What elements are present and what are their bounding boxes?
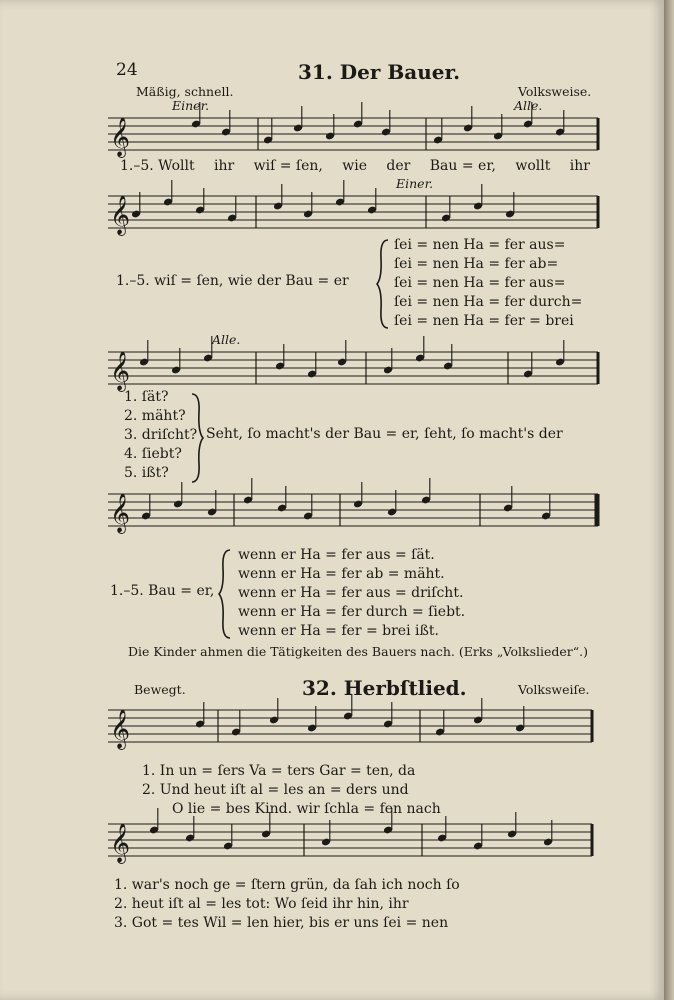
song31-lyrics-line1 — [120, 158, 590, 174]
verse-line: ſei = nen Ha = fer aus= — [394, 237, 566, 253]
song31-source: Volksweise. — [518, 84, 592, 99]
song31-footnote: Die Kinder ahmen die Tätigkeiten des Bauers nach. (Erks „Volkslieder“.) — [128, 644, 589, 659]
song32-tempo: Bewegt. — [134, 682, 186, 697]
song31-verses-line2 — [394, 236, 582, 331]
song31-lyrics-line4-lead: 1.–5. Bau = er, — [110, 583, 215, 599]
song31-tempo: Mäßig, schnell. — [136, 84, 234, 99]
lyric-syllable: der — [386, 158, 411, 174]
verse-line: 1. ſät? — [124, 389, 169, 405]
staff-system-6 — [108, 820, 592, 863]
song31-verses-line4 — [238, 546, 465, 641]
verse-line: 2. heut iſt al = les tot: Wo ſeid ihr hin, ihr — [114, 896, 409, 912]
verse-line: wenn er Ha = fer = brei ißt. — [238, 623, 439, 639]
verse-brace — [190, 392, 204, 484]
verse-line: O lie = bes Kind. wir ſchla = fen nach — [172, 801, 441, 817]
lyric-syllable: wie — [342, 158, 367, 174]
verse-line: 1. war's noch ge = ſtern grün, da ſah ich noch ſo — [114, 877, 460, 893]
staff-system-1 — [108, 114, 598, 157]
verse-line: 5. ißt? — [124, 465, 169, 481]
verse-line: wenn er Ha = fer aus = driſcht. — [238, 585, 464, 601]
verse-line: 4. ſiebt? — [124, 446, 182, 462]
verse-line: ſei = nen Ha = fer = brei — [394, 313, 574, 329]
song31-verses-line3 — [124, 388, 197, 483]
song32-title: 32. Herbſtlied. — [302, 676, 467, 700]
treble-clef-icon: 𝄞 — [110, 709, 131, 749]
song32-lyrics-line1 — [142, 762, 441, 819]
lyric-syllable: Bau = er, — [429, 158, 496, 174]
song31-lyrics-line2-lead: 1.–5. wiſ = ſen, wie der Bau = er — [116, 273, 349, 289]
treble-clef-icon: 𝄞 — [110, 823, 131, 863]
staff-system-2 — [108, 192, 598, 235]
song31-lyrics-line3: Seht, ſo macht's der Bau = er, ſeht, ſo macht's der — [206, 426, 563, 442]
lyric-syllable: ihr — [214, 158, 235, 174]
book-spine — [664, 0, 674, 1000]
treble-clef-icon: 𝄞 — [110, 351, 131, 391]
verse-line: ſei = nen Ha = fer aus= — [394, 275, 566, 291]
verse-line: 3. Got = tes Wil = len hier, bis er uns ſei = nen — [114, 915, 449, 931]
treble-clef-icon: 𝄞 — [110, 493, 131, 533]
staff-system-3 — [108, 348, 598, 391]
verse-line: wenn er Ha = fer ab = mäht. — [238, 566, 445, 582]
einer-mark: Einer. — [172, 98, 210, 113]
verse-line: ſei = nen Ha = fer ab= — [394, 256, 559, 272]
song32-lyrics-line2 — [114, 876, 460, 933]
alle-mark: Alle. — [514, 98, 543, 113]
einer-mark: Einer. — [396, 176, 434, 191]
verse-brace — [376, 238, 390, 330]
staff-system-5 — [108, 706, 592, 749]
alle-mark: Alle. — [212, 332, 241, 347]
song32-source: Volksweiſe. — [518, 682, 590, 697]
verse-line: ſei = nen Ha = fer durch= — [394, 294, 583, 310]
treble-clef-icon: 𝄞 — [110, 195, 131, 235]
verse-line: 1. In un = ſers Va = ters Gar = ten, da — [142, 763, 416, 779]
verse-line: 3. driſcht? — [124, 427, 198, 443]
song31-title: 31. Der Bauer. — [298, 60, 461, 84]
lyric-syllable: wollt — [515, 158, 551, 174]
verse-brace — [218, 548, 232, 640]
verse-line: wenn er Ha = fer durch = ſiebt. — [238, 604, 466, 620]
lyric-syllable: ihr — [569, 158, 590, 174]
lyric-syllable: wiſ = ſen, — [253, 158, 323, 174]
verse-line: 2. mäht? — [124, 408, 186, 424]
verse-line: 2. Und heut iſt al = les an = ders und — [142, 782, 409, 798]
page-number: 24 — [116, 60, 138, 80]
treble-clef-icon: 𝄞 — [110, 117, 131, 157]
staff-system-4 — [108, 490, 598, 533]
lyric-syllable: 1.–5. Wollt — [120, 158, 195, 174]
verse-line: wenn er Ha = fer aus = ſät. — [238, 547, 435, 563]
